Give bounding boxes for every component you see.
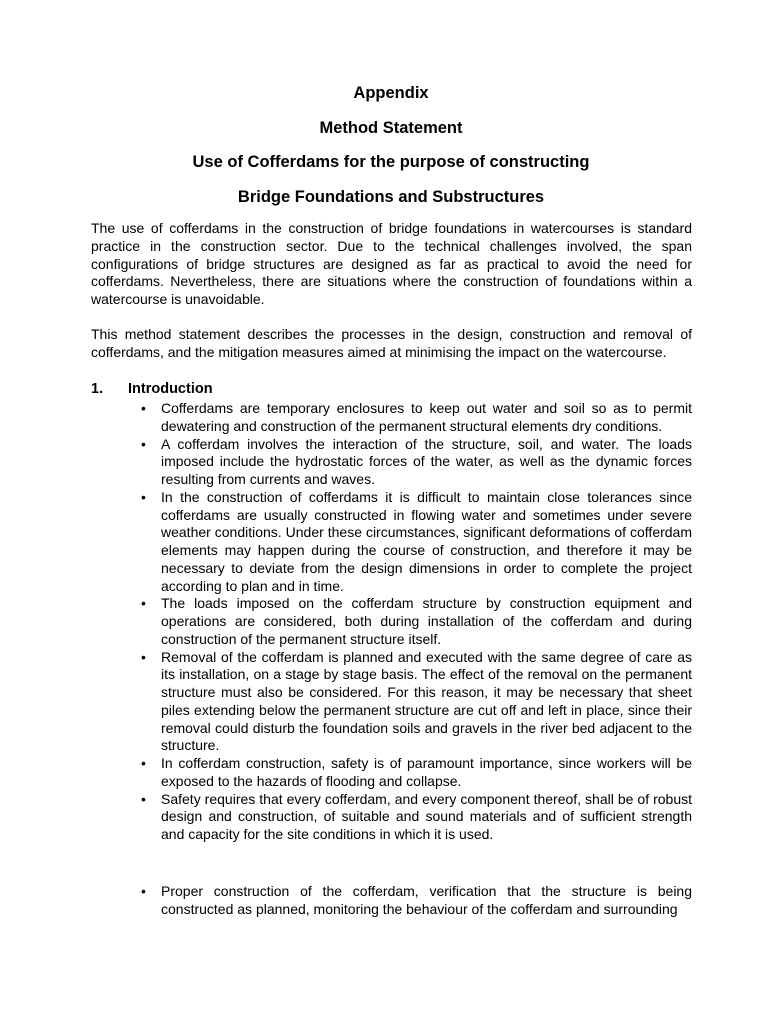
intro-paragraph: The use of cofferdams in the construction of bridge foundations in watercourses is standard practice in the construction sector. Due to the technical challenges involved, the span configurations of bridge structures are designed as far as practical to avoid the need for cofferdams. Nevertheless, there are situations where the construction of foundations within a watercourse is unavoidable. bbox=[91, 220, 692, 307]
appendix-heading: Appendix bbox=[353, 84, 429, 102]
bullet-item: • The loads imposed on the cofferdam structure by construction equipment and operations are considered, both during installation of the cofferdam and during construction of the permanent structure itself. bbox=[161, 595, 692, 648]
bullet-item: • In cofferdam construction, safety is of paramount importance, since workers will be exposed to the hazards of flooding and collapse. bbox=[161, 755, 692, 791]
bullet-item: • Safety requires that every cofferdam, and every component thereof, shall be of robust design and construction, of suitable and sound materials and of sufficient strength and capacity for the site conditions in which it is used. bbox=[161, 791, 692, 844]
bullet-item: • Proper construction of the cofferdam, verification that the structure is being constructed as planned, monitoring the behaviour of the cofferdam and surrounding bbox=[161, 883, 692, 919]
method-statement-heading: Method Statement bbox=[319, 119, 463, 137]
bullet-item: • Cofferdams are temporary enclosures to keep out water and soil so as to permit dewatering and construction of the permanent structural elements dry conditions. bbox=[161, 400, 692, 436]
section-number: 1. bbox=[91, 381, 104, 397]
scope-paragraph: This method statement describes the processes in the design, construction and removal of cofferdams, and the mitigation measures aimed at minimising the impact on the watercourse. bbox=[91, 326, 692, 360]
bullet-item: • Removal of the cofferdam is planned and executed with the same degree of care as its installation, on a stage by stage basis. The effect of the removal on the permanent structure must also be considered. For this reason, it may be necessary that sheet piles extending below the permanent structure are cut off and left in place, since their removal could disturb the foundation soils and gravels in the river bed adjacent to the structure. bbox=[161, 649, 692, 756]
document-title-line-2: Bridge Foundations and Substructures bbox=[237, 188, 545, 206]
section-title: Introduction bbox=[128, 381, 213, 397]
section-heading-introduction bbox=[91, 380, 213, 398]
bullet-item: • A cofferdam involves the interaction of the structure, soil, and water. The loads imposed include the hydrostatic forces of the water, as well as the dynamic forces resulting from currents and waves. bbox=[161, 436, 692, 489]
document-title-line-1: Use of Cofferdams for the purpose of constructing bbox=[192, 153, 590, 171]
introduction-bullet-list bbox=[161, 400, 692, 844]
continued-bullet-list bbox=[161, 883, 692, 919]
bullet-item: • In the construction of cofferdams it is difficult to maintain close tolerances since cofferdams are usually constructed in flowing water and sometimes under severe weather conditions. Under these circumstances, significant deformations of cofferdam elements may happen during the course of construction, and therefore it may be necessary to deviate from the design dimensions in order to complete the project according to plan and in time. bbox=[161, 489, 692, 596]
